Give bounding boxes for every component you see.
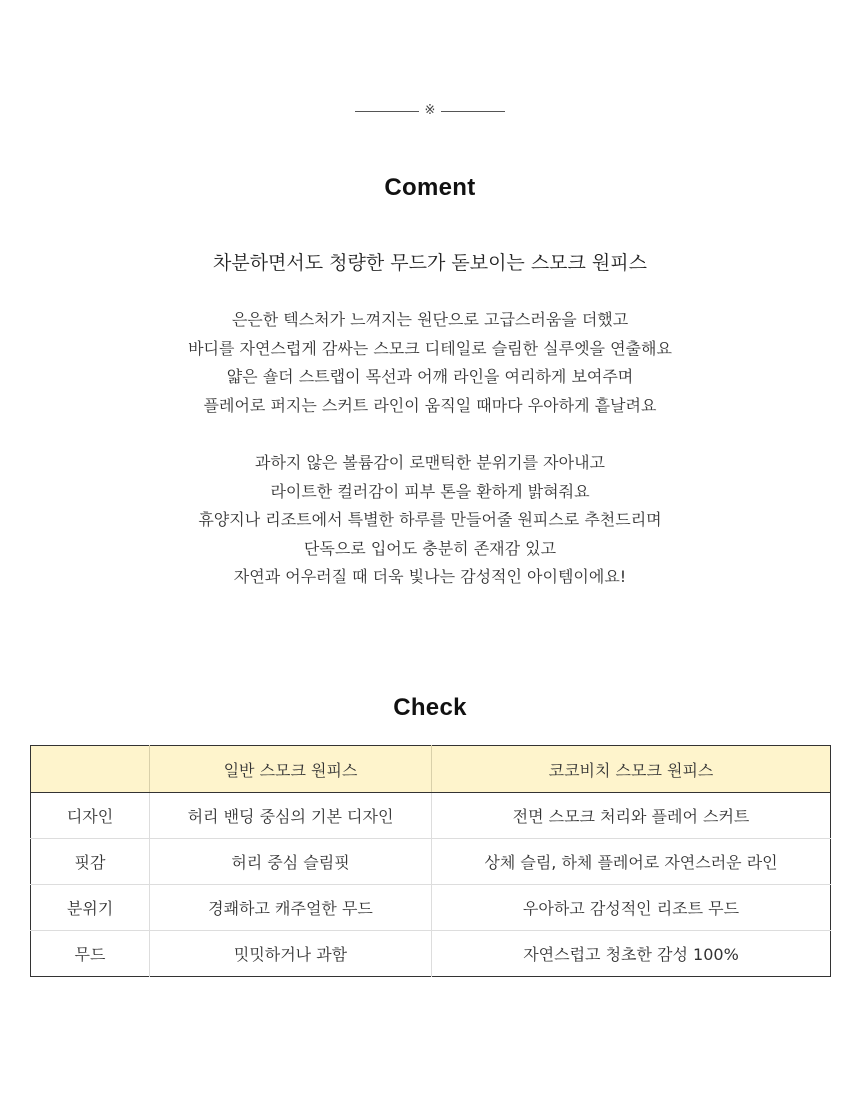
cocobeach-cell: 전면 스모크 처리와 플레어 스커트 (432, 793, 831, 839)
coment-headline: 차분하면서도 청량한 무드가 돋보이는 스모크 원피스 (213, 252, 647, 274)
row-label-cell: 핏감 (31, 839, 150, 885)
general-cell: 허리 밴딩 중심의 기본 디자인 (150, 793, 432, 839)
paragraph-line: 얇은 숄더 스트랩이 목선과 어깨 라인을 여리하게 보여주며 (226, 367, 634, 386)
cocobeach-cell: 우아하고 감성적인 리조트 무드 (432, 885, 831, 931)
table-row (31, 885, 831, 931)
divider-line-left (355, 111, 419, 112)
section-divider (0, 102, 860, 120)
header-cell-cocobeach: 코코비치 스모크 원피스 (432, 746, 831, 793)
general-cell: 밋밋하거나 과함 (150, 931, 432, 977)
paragraph-line: 단독으로 입어도 충분히 존재감 있고 (303, 538, 557, 558)
row-label-cell: 무드 (31, 931, 150, 977)
cocobeach-cell: 상체 슬림, 하체 플레어로 자연스러운 라인 (432, 839, 831, 885)
coment-title: Coment (384, 174, 476, 201)
paragraph-line: 과하지 않은 볼륨감이 로맨틱한 분위기를 자아내고 (254, 453, 605, 472)
check-title: Check (393, 694, 467, 721)
general-cell: 허리 중심 슬림핏 (150, 839, 432, 885)
coment-paragraph-1 (0, 306, 860, 420)
header-cell-general: 일반 스모크 원피스 (150, 746, 432, 793)
table-row (31, 931, 831, 977)
comparison-table (30, 745, 831, 977)
row-label-cell: 분위기 (31, 885, 150, 931)
paragraph-line: 라이트한 컬러감이 피부 톤을 환하게 밝혀줘요 (270, 481, 590, 501)
coment-paragraph-2 (0, 449, 860, 592)
row-label-cell: 디자인 (31, 793, 150, 839)
header-cell-empty (31, 746, 150, 793)
paragraph-line: 휴양지나 리조트에서 특별한 하루를 만들어줄 원피스로 추천드리며 (198, 510, 662, 529)
paragraph-line: 자연과 어우러질 때 더욱 빛나는 감성적인 아이템이에요! (233, 567, 627, 586)
paragraph-line: 은은한 텍스처가 느껴지는 원단으로 고급스러움을 더했고 (231, 310, 629, 329)
table-row (31, 793, 831, 839)
cocobeach-cell: 자연스럽고 청초한 감성 100% (523, 945, 739, 964)
reference-mark-icon: ※ (424, 103, 436, 118)
divider-line-right (441, 111, 505, 112)
table-header-row (31, 746, 831, 793)
paragraph-line: 플레어로 퍼지는 스커트 라인이 움직일 때마다 우아하게 흩날려요 (203, 395, 657, 415)
paragraph-line: 바디를 자연스럽게 감싸는 스모크 디테일로 슬림한 실루엣을 연출해요 (188, 338, 672, 358)
general-cell: 경쾌하고 캐주얼한 무드 (150, 885, 432, 931)
table-row (31, 839, 831, 885)
